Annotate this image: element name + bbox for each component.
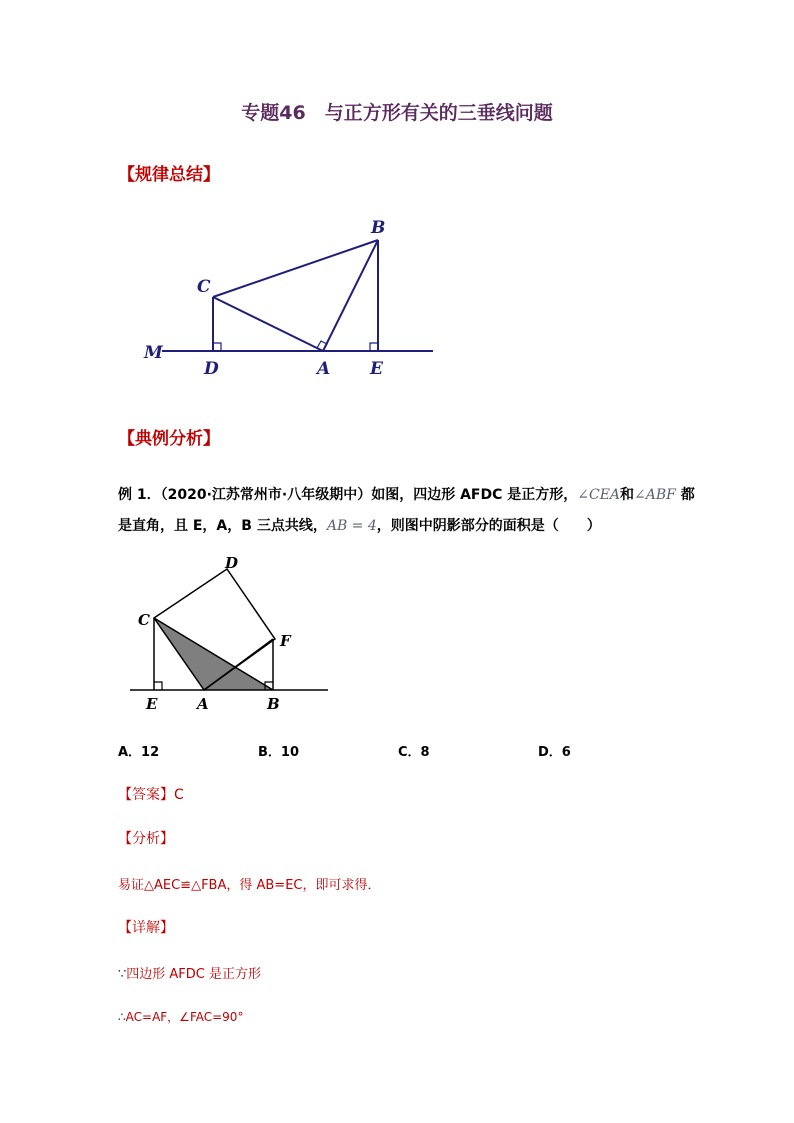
segment-ca (213, 297, 323, 351)
detail-line1: ∵四边形 AFDC 是正方形 (118, 967, 262, 982)
page-title: 专题46 与正方形有关的三垂线问题 (241, 102, 553, 124)
option-c[interactable]: C．8 (398, 745, 430, 760)
answer-tag: 【答案】 (118, 787, 174, 803)
answer-value: C (174, 787, 184, 803)
analysis-text: 易证△AEC≌△FBA，得 AB=EC，即可求得． (118, 878, 381, 893)
label-d: D (225, 554, 239, 572)
figure-three-perpendicular (140, 210, 440, 380)
right-angle-e (370, 343, 378, 351)
figure-square (125, 550, 335, 715)
section-examples: 【典例分析】 (118, 429, 220, 449)
label-e: E (146, 695, 158, 713)
section-summary: 【规律总结】 (118, 165, 220, 185)
right-angle-e (154, 682, 162, 690)
right-angle-d (213, 343, 221, 351)
label-e: E (370, 359, 383, 379)
label-m: M (144, 343, 163, 363)
label-d: D (204, 359, 219, 379)
detail-tag: 【详解】 (118, 920, 174, 936)
detail-line2: ∴AC=AF，∠FAC=90° (118, 1010, 244, 1024)
option-b[interactable]: B．10 (258, 745, 299, 760)
label-f: F (280, 632, 291, 650)
label-c: C (197, 277, 211, 297)
option-a[interactable]: A．12 (118, 745, 160, 760)
label-a: A (197, 695, 209, 713)
label-a: A (317, 359, 331, 379)
label-b: B (371, 218, 386, 238)
label-c: C (138, 611, 150, 629)
label-b: B (267, 695, 280, 713)
example1-line2: 是直角，且 E，A，B 三点共线，AB = 4，则图中阴影部分的面积是（ ） (118, 518, 601, 534)
analysis-tag: 【分析】 (118, 831, 174, 847)
example1-line1: 例 1．（2020·江苏常州市·八年级期中）如图，四边形 AFDC 是正方形，∠CEA和∠ABF 都 (118, 487, 695, 503)
answer (118, 784, 184, 804)
option-d[interactable]: D．6 (538, 745, 571, 760)
